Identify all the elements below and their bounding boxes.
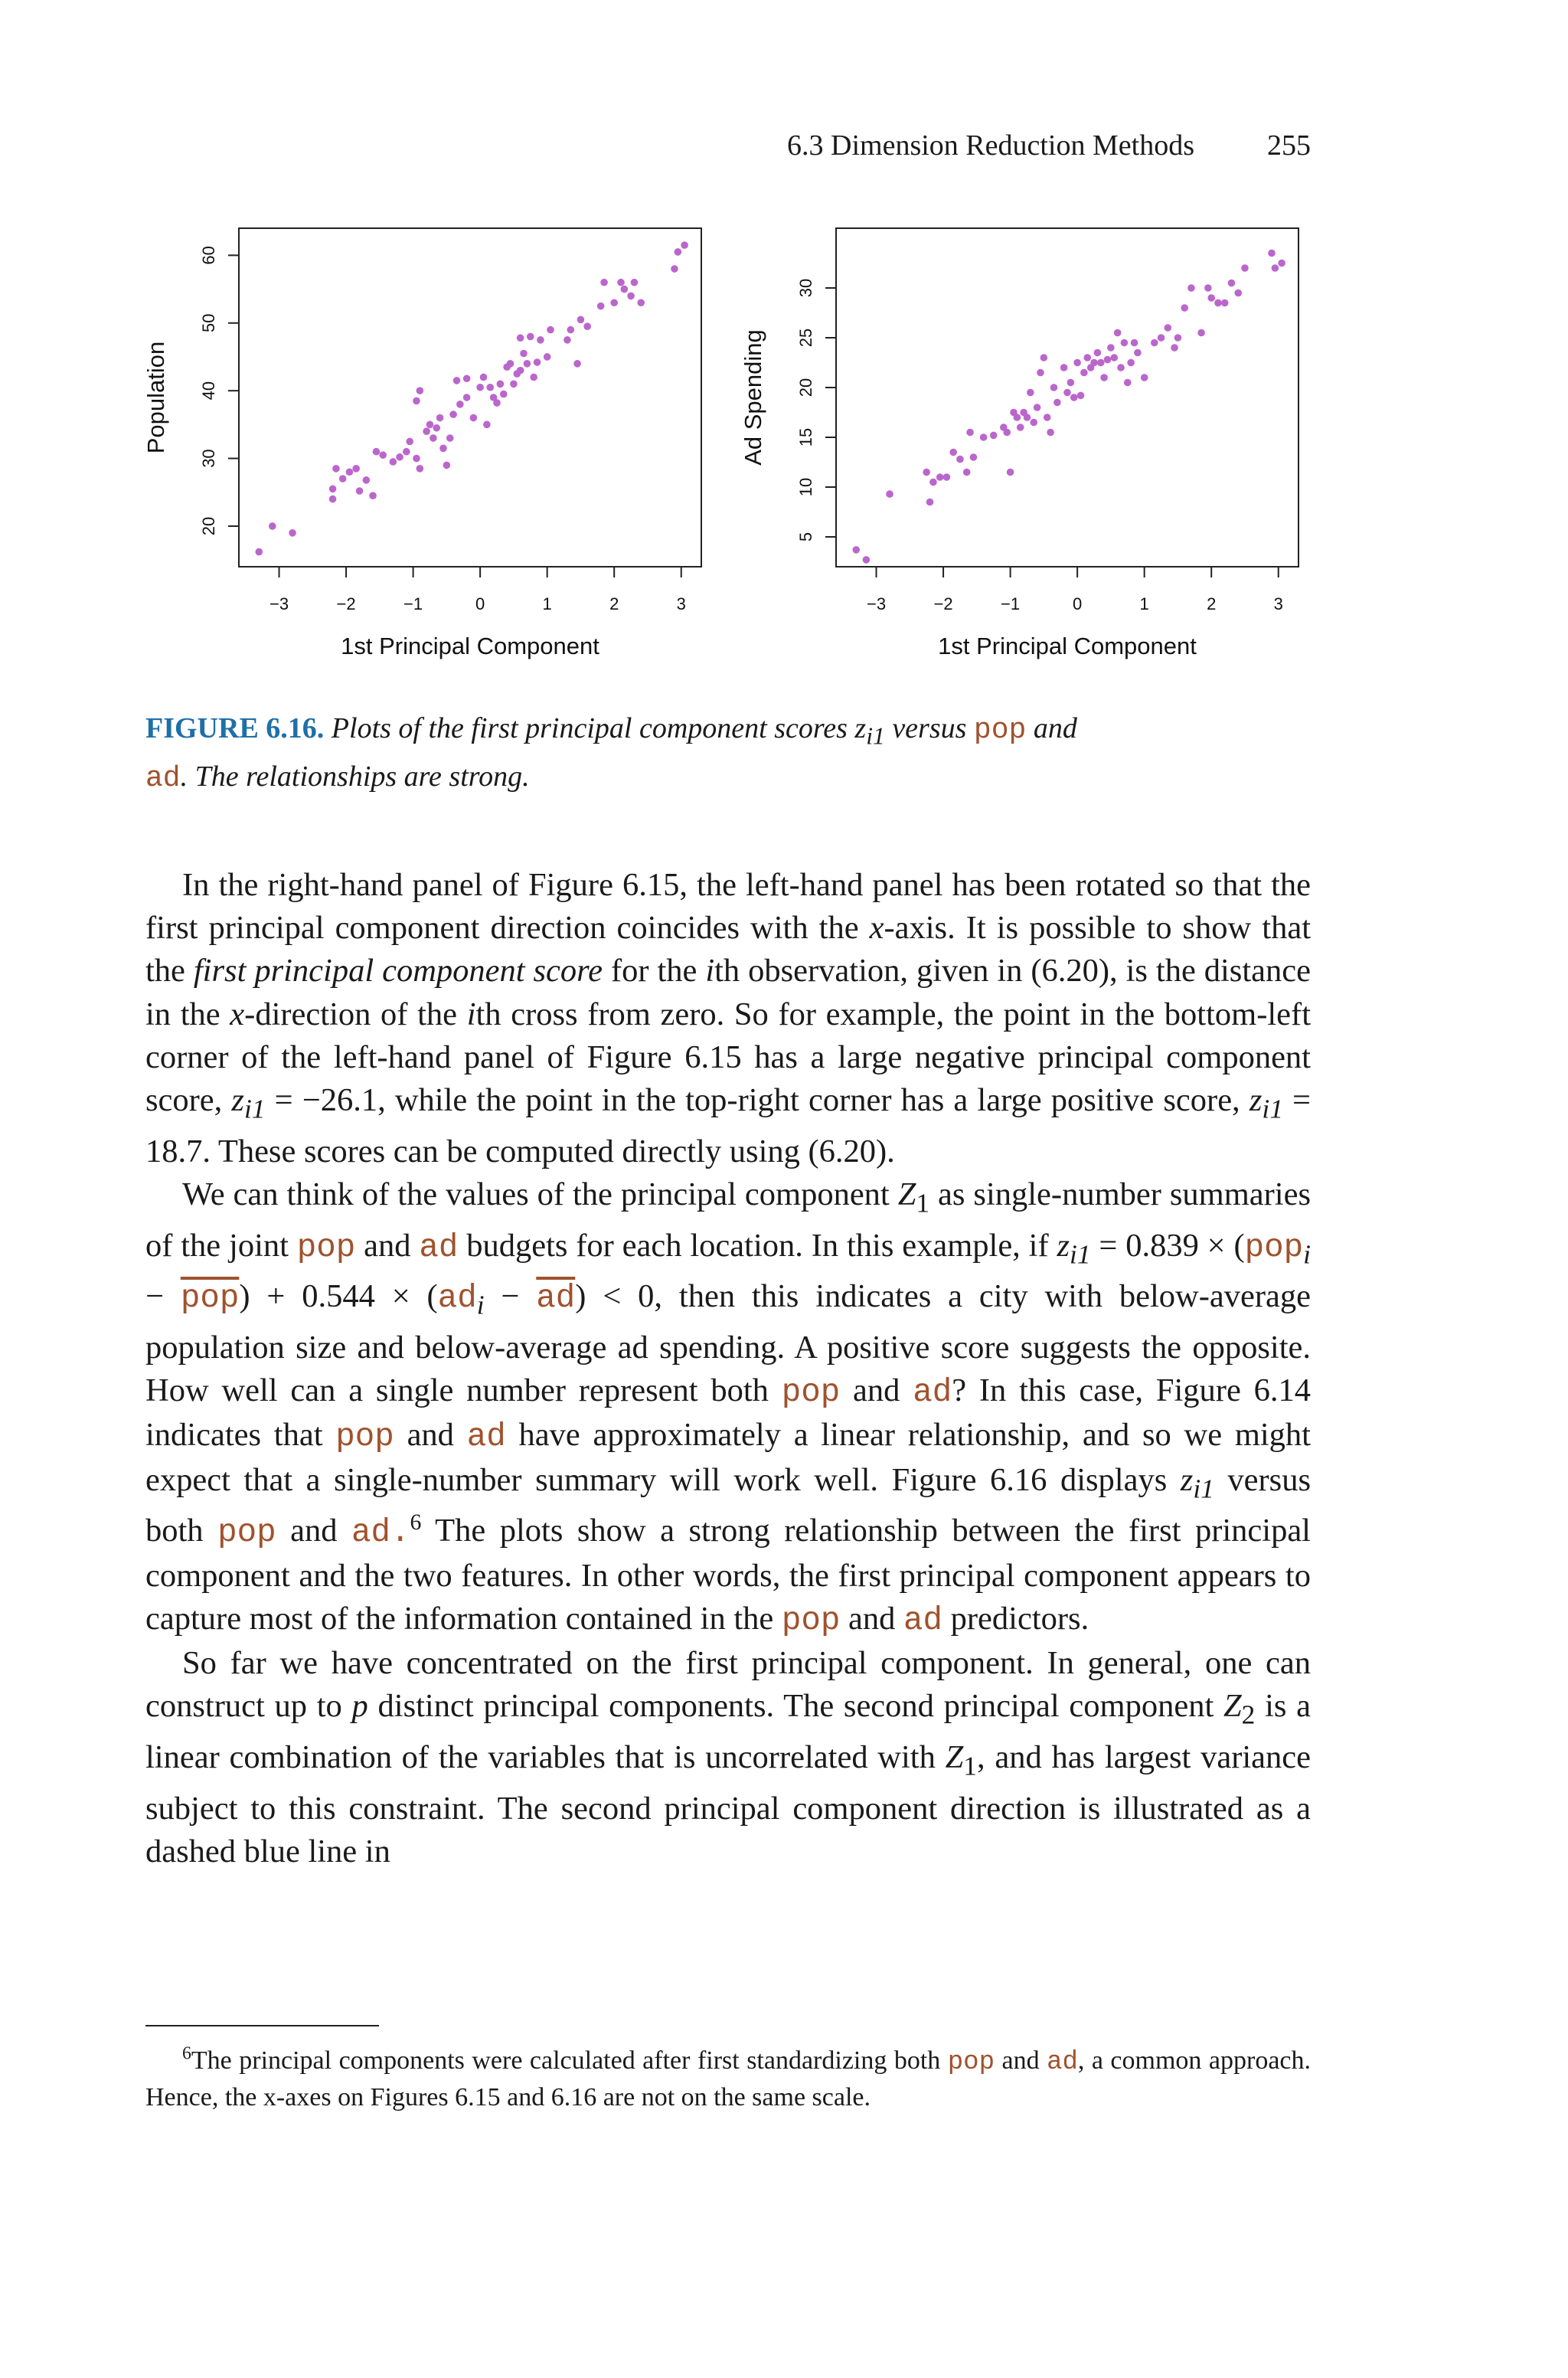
data-point <box>671 265 678 273</box>
data-point <box>1268 250 1276 257</box>
data-point <box>1107 344 1115 352</box>
y-axis-label: Ad Spending <box>740 329 766 466</box>
data-point <box>1131 339 1138 347</box>
data-point <box>449 411 457 418</box>
data-point <box>483 421 491 429</box>
data-point <box>426 421 434 429</box>
data-point <box>610 299 618 306</box>
data-point <box>936 473 944 481</box>
data-point <box>1037 369 1044 377</box>
data-point <box>1044 414 1051 421</box>
data-point <box>1228 280 1236 287</box>
x-tick-label: 3 <box>1273 594 1283 613</box>
paragraph-3: So far we have concentrated on the first principal component. In general, one can construct up to p distinct principal components. The second principal component $Z_2$ is a linear combination of the variables that is uncorrelated with $Z_1$, and has largest variance subject to this constraint. The second principal component direction is illustrated as a dashed blue line in <box>145 1644 1312 1869</box>
data-point <box>926 499 934 506</box>
figure-caption <box>145 708 1311 799</box>
data-point <box>1234 289 1242 297</box>
data-point <box>943 473 951 481</box>
x-axis-label: 1st Principal Component <box>938 633 1197 659</box>
data-point <box>1104 356 1112 364</box>
x-tick-label: 0 <box>475 594 485 613</box>
data-point <box>1214 299 1222 307</box>
data-point <box>963 469 971 476</box>
data-point <box>852 546 860 554</box>
data-point <box>1114 329 1122 337</box>
data-point <box>956 456 964 463</box>
data-point <box>1014 414 1021 421</box>
data-point <box>1158 334 1165 342</box>
y-tick-label: 30 <box>796 278 815 298</box>
data-point <box>567 326 575 334</box>
data-point <box>1100 374 1108 381</box>
data-point <box>517 367 524 375</box>
data-point <box>1171 344 1178 352</box>
data-point <box>564 336 571 344</box>
caption-var: z <box>854 712 867 744</box>
x-tick-label: −3 <box>269 594 289 613</box>
data-point <box>255 548 263 556</box>
data-point <box>470 414 478 422</box>
data-point <box>681 241 688 249</box>
paragraph-1: In the right-hand panel of Figure 6.15, the left-hand panel has been rotated so that the first principal component direction coincides with the x-axis. It is possible to show that the first principal component score for the ith observation, given in (6.20), is the distance in the x-direction of the ith cross from zero. So for example, the point in the bottom-left corner of the left-hand panel of Figure 6.15 has a large negative principal component score, $z_{i1} = -26.1$, while the point in the top-right corner has a large positive score, $z_{i1} = 18.7$. These scores can be computed directly using (6.20). <box>145 867 1312 1169</box>
footnote-mark: 6 <box>182 2043 191 2064</box>
data-point <box>1030 419 1037 427</box>
data-point <box>453 377 461 384</box>
data-point <box>346 468 354 476</box>
data-point <box>497 381 505 388</box>
data-point <box>1027 389 1034 397</box>
data-point <box>1073 359 1081 367</box>
y-tick-label: 15 <box>796 427 815 447</box>
data-point <box>476 384 484 391</box>
data-point <box>463 375 471 382</box>
data-point <box>1241 264 1249 272</box>
data-point <box>980 433 988 441</box>
data-point <box>390 458 397 466</box>
data-point <box>1187 284 1195 292</box>
paragraph-2: We can think of the values of the principal component $Z_1$ as single-number summaries of the joint pop and ad budgets for each location. In this example, if $z_{i1} = 0.839 \times (pop_i - \overline{pop}) + 0.544 \times (ad_i - \overline{ad}) < 0$, then this indicates a city with below-average population size and below-average ad spending. A positive score suggests the opposite. How well can a single number represent both pop and ad? In this case, Figure 6.14 indicates that pop and ad have approximately a linear relationship, and so we might expect that a single-number summary will work well. Figure 6.16 displays $z_{i1}$ versus both pop and ad.$^6$ The plots show a strong relationship between the first principal component and the two features. In other words, the first principal component appears to capture most of the information contained in the pop and ad predictors. <box>145 1176 1312 1639</box>
data-point <box>352 465 360 473</box>
data-point <box>1070 394 1078 401</box>
y-tick-label: 40 <box>199 381 218 401</box>
data-point <box>534 358 541 366</box>
data-point <box>949 449 957 456</box>
data-point <box>430 434 437 442</box>
body-text <box>145 864 1311 1873</box>
data-point <box>1083 354 1091 361</box>
data-point <box>1063 389 1071 397</box>
caption-text: and <box>1033 712 1077 744</box>
data-point <box>544 353 551 361</box>
x-tick-label: 3 <box>676 594 686 613</box>
data-point <box>363 476 371 484</box>
data-point <box>1047 429 1054 437</box>
data-point <box>1090 359 1098 367</box>
data-point <box>1034 404 1041 411</box>
data-point <box>1050 384 1058 391</box>
data-point <box>597 303 605 310</box>
data-point <box>493 399 501 407</box>
figure-6-16 <box>0 207 1568 666</box>
data-point <box>456 401 464 408</box>
data-point <box>1040 354 1048 361</box>
y-tick-label: 30 <box>199 449 218 468</box>
data-point <box>433 424 440 432</box>
data-point <box>1097 359 1105 367</box>
data-point <box>486 384 494 391</box>
data-point <box>423 427 430 435</box>
data-point <box>416 387 424 394</box>
data-point <box>379 451 387 459</box>
data-point <box>369 492 377 499</box>
data-point <box>1017 424 1024 431</box>
page-number: 255 <box>1267 129 1311 162</box>
plot-frame <box>836 228 1298 567</box>
figure-label: FIGURE 6.16. <box>145 712 325 744</box>
x-tick-label: −3 <box>866 594 887 613</box>
x-tick-label: 1 <box>542 594 552 613</box>
caption-text: versus <box>892 712 967 744</box>
code-ad: ad <box>145 761 181 795</box>
data-point <box>413 397 420 405</box>
data-point <box>289 529 296 537</box>
data-point <box>520 350 528 358</box>
data-point <box>1094 349 1102 357</box>
data-point <box>1134 349 1142 357</box>
data-point <box>500 391 508 398</box>
data-point <box>507 360 514 368</box>
data-point <box>1197 329 1205 337</box>
x-axis-label: 1st Principal Component <box>341 633 599 659</box>
data-point <box>443 462 451 469</box>
data-point <box>1165 324 1172 332</box>
x-tick-label: 1 <box>1139 594 1149 613</box>
y-tick-label: 10 <box>796 477 815 497</box>
data-point <box>332 465 340 473</box>
data-point <box>1272 264 1279 272</box>
x-tick-label: 2 <box>609 594 619 613</box>
data-point <box>1067 379 1075 387</box>
data-point <box>406 438 413 446</box>
data-point <box>439 445 447 453</box>
data-point <box>621 286 629 293</box>
data-point <box>886 490 893 498</box>
data-point <box>403 448 410 456</box>
data-point <box>356 487 364 495</box>
data-point <box>1007 469 1014 476</box>
data-point <box>396 453 403 461</box>
y-axis-label: Population <box>142 341 169 454</box>
data-point <box>373 448 381 456</box>
data-point <box>537 336 544 344</box>
data-point <box>1221 299 1229 307</box>
running-title: 6.3 Dimension Reduction Methods <box>787 129 1194 162</box>
data-point <box>1127 359 1135 367</box>
data-point <box>573 360 581 368</box>
data-point <box>329 496 337 503</box>
caption-sub: i1 <box>866 722 885 750</box>
data-point <box>1278 260 1285 267</box>
y-tick-label: 25 <box>796 328 815 348</box>
x-tick-label: −2 <box>933 594 953 613</box>
data-point <box>990 432 998 440</box>
data-point <box>463 394 471 401</box>
data-point <box>600 279 608 286</box>
data-point <box>1024 414 1031 421</box>
data-point <box>627 293 635 300</box>
data-point <box>1174 334 1182 342</box>
y-tick-label: 60 <box>199 246 218 265</box>
data-point <box>1077 392 1085 400</box>
panel-population <box>142 228 701 659</box>
data-point <box>1151 339 1158 347</box>
x-tick-label: 0 <box>1073 594 1083 613</box>
data-point <box>524 360 531 368</box>
data-point <box>970 453 978 461</box>
panel-ad-spending <box>740 228 1298 659</box>
code-pop: pop <box>973 714 1027 747</box>
data-point <box>923 469 930 476</box>
y-tick-label: 20 <box>199 516 218 536</box>
footnote-rule <box>145 2025 379 2026</box>
data-point <box>1207 294 1215 302</box>
data-point <box>675 248 682 256</box>
data-point <box>480 374 488 381</box>
running-header <box>145 129 1311 167</box>
y-tick-label: 5 <box>796 532 815 542</box>
data-point <box>413 455 420 463</box>
data-point <box>1117 364 1125 371</box>
data-point <box>547 326 554 334</box>
data-point <box>436 414 444 422</box>
caption-text: . The relationships are strong. <box>180 760 530 793</box>
data-point <box>1003 429 1011 437</box>
data-point <box>863 556 871 564</box>
data-point <box>1080 369 1088 377</box>
data-point <box>329 486 337 493</box>
x-tick-label: 2 <box>1207 594 1217 613</box>
x-tick-label: −2 <box>336 594 356 613</box>
y-tick-label: 50 <box>199 313 218 333</box>
data-point <box>617 279 625 286</box>
data-point <box>1110 354 1118 361</box>
data-point <box>929 479 937 486</box>
data-point <box>339 475 347 482</box>
data-point <box>1204 284 1212 292</box>
data-point <box>637 299 645 306</box>
data-point <box>1121 339 1129 347</box>
data-point <box>510 381 518 388</box>
data-point <box>631 279 639 286</box>
data-point <box>530 374 537 381</box>
data-point <box>517 334 524 342</box>
data-point <box>1054 399 1061 407</box>
x-tick-label: −1 <box>1001 594 1021 613</box>
x-tick-label: −1 <box>403 594 423 613</box>
data-point <box>1141 374 1148 381</box>
caption-text: Plots of the first principal component scores <box>331 712 848 744</box>
data-point <box>1124 379 1132 387</box>
data-point <box>527 333 534 341</box>
data-point <box>446 434 454 442</box>
y-tick-label: 20 <box>796 378 815 397</box>
data-point <box>1060 364 1068 371</box>
data-point <box>577 316 585 324</box>
data-point <box>966 429 974 437</box>
data-point <box>583 322 591 330</box>
data-point <box>1181 304 1188 312</box>
data-point <box>269 522 276 530</box>
data-point <box>416 465 424 473</box>
footnote: $^6$The principal components were calculated after first standardizing both pop and ad, a common approach. Hence, the x-axes on Figures 6.15 and 6.16 are not on the same scale. <box>145 2043 1311 2111</box>
